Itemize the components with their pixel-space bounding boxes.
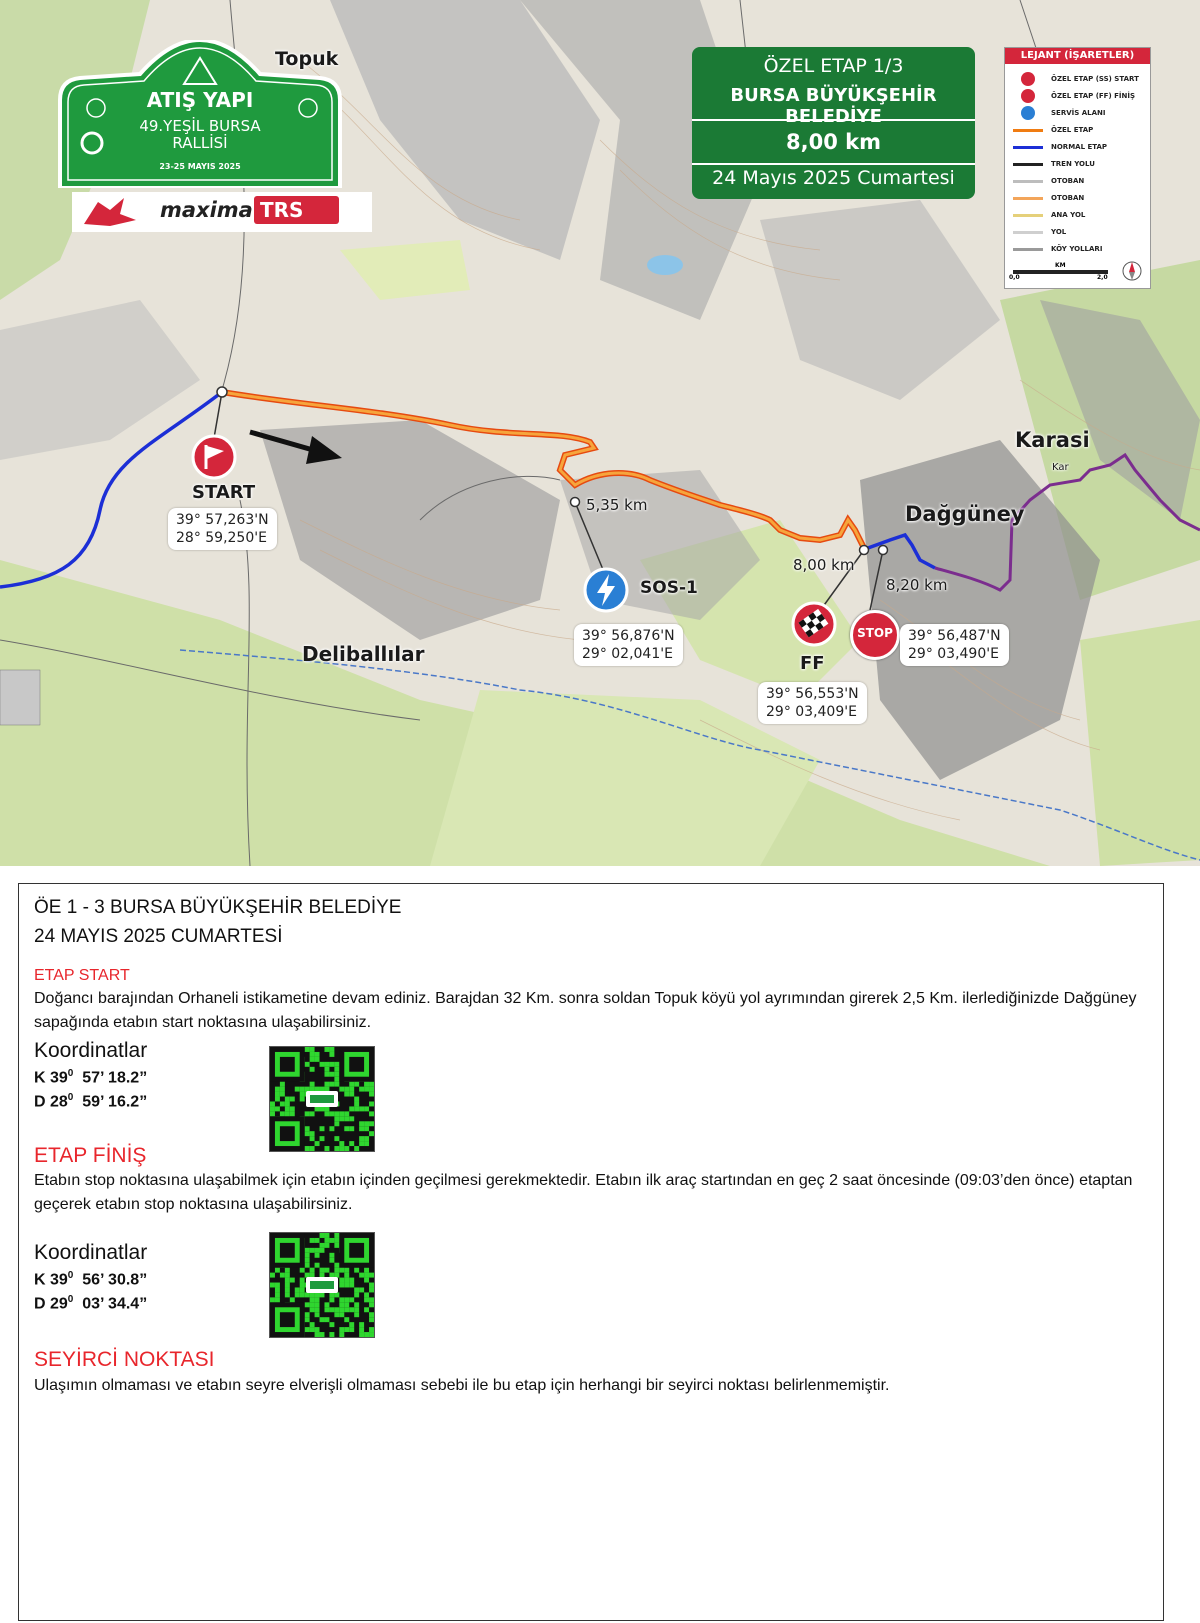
legend-item: [1013, 106, 1148, 120]
badge-title: ATIŞ YAPI: [146, 88, 254, 112]
ff-lat: 39° 56,553'N: [766, 686, 859, 702]
start-flag-icon: [190, 433, 238, 481]
badge-event-line2: RALLİSİ: [172, 134, 228, 152]
stop-lat: 39° 56,487'N: [908, 628, 1001, 644]
legend-item: [1013, 89, 1148, 103]
degree-sup: 0: [67, 1068, 74, 1079]
stage-number: ÖZEL ETAP 1/3: [763, 55, 904, 77]
start-k-deg: K 39: [34, 1069, 68, 1087]
sos-lon: 29° 02,041'E: [582, 646, 673, 662]
sponsor-strip: [72, 192, 372, 232]
start-section-title: ETAP START: [34, 967, 130, 984]
fox-logo-icon: [80, 194, 140, 230]
sos-lat: 39° 56,876'N: [582, 628, 675, 644]
finish-qr-code[interactable]: [269, 1232, 375, 1338]
legend-swatch: [1013, 231, 1043, 234]
legend-item-label: SERVİS ALANI: [1051, 109, 1106, 117]
legend-scale-unit: KM: [1055, 262, 1066, 269]
finish-coords-title: Koordinatlar: [34, 1241, 148, 1264]
service-icon: [1021, 106, 1035, 120]
stop-km: 8,20 km: [886, 576, 948, 594]
legend-item: [1013, 140, 1148, 154]
finish-coord-d: [34, 1294, 147, 1313]
degree-sup: 0: [67, 1092, 74, 1103]
start-coord-d: [34, 1092, 147, 1111]
legend-swatch: [1013, 248, 1043, 251]
place-dagguney: Dağgüney: [905, 502, 1025, 526]
place-deliballilar: Deliballılar: [302, 642, 425, 666]
start-lon: 28° 59,250'E: [176, 530, 267, 546]
finish-d-min: 03’ 34.4”: [82, 1295, 148, 1313]
legend-item-label: ÖZEL ETAP (FF) FİNİŞ: [1051, 92, 1135, 100]
legend-item-label: ÖZEL ETAP: [1051, 126, 1094, 134]
maxima-logo: maxima: [160, 198, 253, 222]
start-label: START: [192, 482, 256, 503]
finish-section-title: ETAP FİNİŞ: [34, 1144, 147, 1167]
legend-item-label: KÖY YOLLARI: [1051, 245, 1103, 253]
place-karasi-small: Kar: [1052, 462, 1069, 473]
legend-item: [1013, 225, 1148, 239]
sos-label: SOS-1: [640, 578, 698, 598]
qr-pattern: [270, 1233, 374, 1337]
sos-km: 5,35 km: [586, 496, 648, 514]
panel-heading-stage: ÖE 1 - 3 BURSA BÜYÜKŞEHİR BELEDİYE: [34, 897, 402, 918]
ff-lon: 29° 03,409'E: [766, 704, 857, 720]
panel-heading-date: 24 MAYIS 2025 CUMARTESİ: [34, 926, 283, 947]
legend-item: [1013, 191, 1148, 205]
legend-item: [1013, 123, 1148, 137]
trs-logo: TRS: [254, 196, 339, 224]
legend-item-label: ÖZEL ETAP (SS) START: [1051, 75, 1139, 83]
legend-swatch: [1013, 129, 1043, 132]
spectator-section-title: SEYİRCİ NOKTASI: [34, 1348, 215, 1371]
legend-item: [1013, 208, 1148, 222]
start-coordinates: [168, 508, 277, 550]
legend-swatch: [1013, 197, 1043, 200]
finish-k-min: 56’ 30.8”: [82, 1271, 148, 1289]
legend-title: LEJANT (İŞARETLER): [1005, 48, 1150, 64]
place-topuk: Topuk: [275, 48, 339, 70]
legend-scale-bar: [1013, 270, 1108, 274]
checkered-flag-icon: [790, 600, 838, 648]
finish-directions: Etabın stop noktasına ulaşabilmek için etabın içinden geçilmesi gerekmektedir. Etabın ilk araç startından en geç 2 saat öncesinde (09:03’den önce) etaptan geçerek etabın stop noktasına ulaşabilirsiniz.: [34, 1172, 1133, 1213]
legend-swatch: [1013, 146, 1043, 149]
qr-pattern: [270, 1047, 374, 1151]
legend-swatch: [1013, 163, 1043, 166]
legend-scale-end: 2,0: [1097, 274, 1108, 281]
ff-label: FF: [800, 653, 825, 674]
stage-description-panel: [18, 883, 1164, 1621]
finish-coord-k: [34, 1270, 147, 1289]
legend-item: [1013, 242, 1148, 256]
start-k-min: 57’ 18.2”: [82, 1069, 148, 1087]
legend-item-label: ANA YOL: [1051, 211, 1086, 219]
start-flag-icon: [1021, 72, 1035, 86]
stage-name: BURSA BÜYÜKŞEHİR BELEDİYE: [730, 85, 937, 127]
legend-swatch: [1013, 214, 1043, 217]
legend-item-label: OTOBAN: [1051, 177, 1085, 185]
map-legend: [1004, 47, 1151, 289]
badge-dates: 23-25 MAYIS 2025: [159, 162, 241, 171]
start-qr-code[interactable]: [269, 1046, 375, 1152]
badge-event-name: [120, 118, 280, 152]
legend-swatch: [1013, 180, 1043, 183]
stage-date: 24 Mayıs 2025 Cumartesi: [712, 167, 955, 189]
finish-k-deg: K 39: [34, 1271, 68, 1289]
stage-info-box: [692, 47, 975, 199]
start-directions: Doğancı barajından Orhaneli istikametine devam ediniz. Barajdan 32 Km. sonra soldan Topuk köyü yol ayrımından girerek 2,5 Km. ilerlediğinizde Dağgüney sapağında etabın start noktasına ulaşabilirsiniz.: [34, 990, 1137, 1031]
service-icon: [582, 566, 630, 614]
degree-sup: 0: [67, 1294, 74, 1305]
checkered-flag-icon: [1021, 89, 1035, 103]
legend-item-label: NORMAL ETAP: [1051, 143, 1108, 151]
north-arrow-icon: [1121, 260, 1143, 282]
badge-event-line1: 49.YEŞİL BURSA: [139, 117, 261, 135]
sos-coordinates: [574, 624, 683, 666]
start-lat: 39° 57,263'N: [176, 512, 269, 528]
ff-coordinates: [758, 682, 867, 724]
legend-item: [1013, 174, 1148, 188]
legend-item: [1013, 157, 1148, 171]
spectator-text: Ulaşımın olmaması ve etabın seyre elverişli olmaması sebebi ile bu etap için herhangi bir seyirci noktası belirlenmemiştir.: [34, 1377, 890, 1394]
legend-scale-start: 0,0: [1009, 274, 1020, 281]
start-coords-title: Koordinatlar: [34, 1039, 148, 1062]
stop-label: STOP: [857, 626, 893, 640]
legend-item-label: YOL: [1051, 228, 1067, 236]
stage-distance: 8,00 km: [692, 119, 975, 165]
stop-coordinates: [900, 624, 1009, 666]
legend-item-label: TREN YOLU: [1051, 160, 1095, 168]
place-karasi: Karasi: [1015, 428, 1090, 452]
start-coord-k: [34, 1068, 147, 1087]
stop-icon: [850, 610, 900, 660]
start-d-deg: D 28: [34, 1093, 68, 1111]
finish-d-deg: D 29: [34, 1295, 68, 1313]
degree-sup: 0: [67, 1270, 74, 1281]
legend-item: [1013, 72, 1148, 86]
ff-km: 8,00 km: [793, 556, 855, 574]
stop-lon: 29° 03,490'E: [908, 646, 999, 662]
legend-item-label: OTOBAN: [1051, 194, 1085, 202]
start-d-min: 59’ 16.2”: [82, 1093, 148, 1111]
